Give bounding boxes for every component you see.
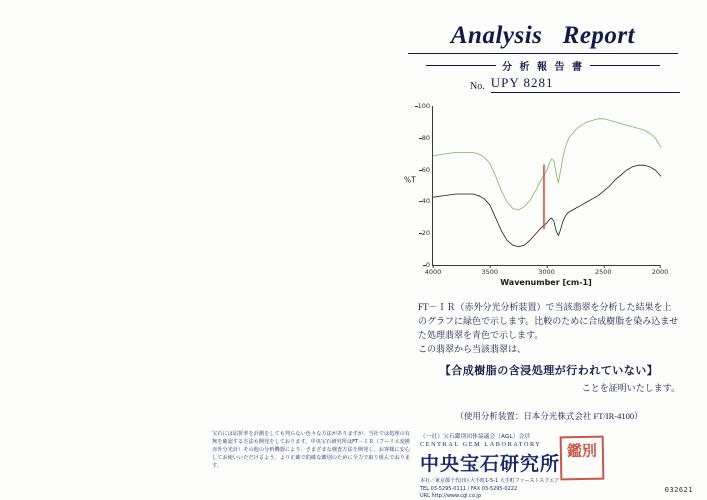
report-body [418, 300, 680, 423]
chart-x-tick: 3500 [481, 265, 498, 276]
document-number-label: No. [470, 81, 485, 92]
body-line-3: た処理翡翠を青色で示します。 [418, 330, 544, 340]
address-line-1: 本社／東京都千代田区大手町1-5-1 大手町ファーストスクエア [420, 478, 560, 484]
chart-x-tick: 3000 [538, 265, 555, 276]
document-number-value: UPY 8281 [491, 75, 680, 93]
chart-x-tick: 2500 [595, 265, 612, 276]
footer-note: 宝石には屈折率を計測をしても判らない色々な方法がありますが、当社では処理の有無を確認する方法も開発をしております。中央宝石研究所はFT－ＩＲ（フーリエ変換赤外分光計）その他の分析機器により、さまざまな検査方法を開発し、お客様に安心してお使いいただけるよう、より正確で的確な鑑別のために全力で取り組んでおります。 [212, 431, 410, 469]
address-line-3: URL http://www.cgl.co.jp [420, 493, 481, 499]
ftir-spectrum-chart [404, 100, 679, 290]
conclusion-statement-tail: ことを証明いたします。 [581, 383, 680, 393]
conclusion-statement: 【合成樹脂の含浸処理が行われていない】 [439, 365, 659, 377]
report-header [408, 22, 678, 72]
chart-plot-area [417, 102, 669, 276]
chart-y-tick: 80 [422, 134, 433, 142]
instrument-note: （使用分析装置：日本分光株式会社 FT/IR-4100） [455, 411, 643, 421]
chart-y-tick: 40 [422, 197, 433, 205]
report-footer [20, 430, 693, 499]
chart-y-tick: 60 [422, 166, 433, 174]
subtitle-row [408, 58, 678, 72]
chart-x-tick: 4000 [425, 265, 442, 276]
chart-x-axis-label: Wavenumber [cm-1] [500, 278, 592, 287]
subtitle-japanese: 分 析 報 告 書 [496, 58, 590, 73]
chart-y-axis-label: %T [404, 175, 416, 185]
title-divider [408, 53, 678, 54]
document-number [470, 75, 680, 93]
chart-series-paths [433, 106, 661, 266]
chart-x-tick: 2000 [652, 265, 669, 276]
chart-y-tick: 0 [426, 261, 433, 269]
body-line-1: FT－ＩＲ（赤外分光分析装置）で当該翡翠を分析した結果を上 [418, 302, 672, 312]
organization-name: 中央宝石研究所 [420, 453, 561, 475]
serial-number: 032621 [664, 486, 693, 494]
chart-y-tick: 20 [422, 229, 433, 237]
address-line-2: TEL 03-5295-0111 / FAX 03-5295-0222 [420, 485, 518, 492]
body-line-2: のグラフに緑色で示します。比較のために合成樹脂を染み込ませ [418, 316, 679, 326]
agl-membership-line: （一社）宝石鑑別団体協議会（AGL）会員 [420, 434, 531, 440]
body-line-4: この翡翠から当該翡翠は、 [418, 344, 527, 354]
official-seal-stamp: 鑑別 [560, 436, 605, 481]
organization-address [420, 478, 610, 500]
page-title: Analysis Report [450, 22, 636, 49]
chart-y-tick: 100 [418, 102, 433, 110]
organization-latin-name: CENTRAL GEM LABORATORY [420, 441, 542, 448]
